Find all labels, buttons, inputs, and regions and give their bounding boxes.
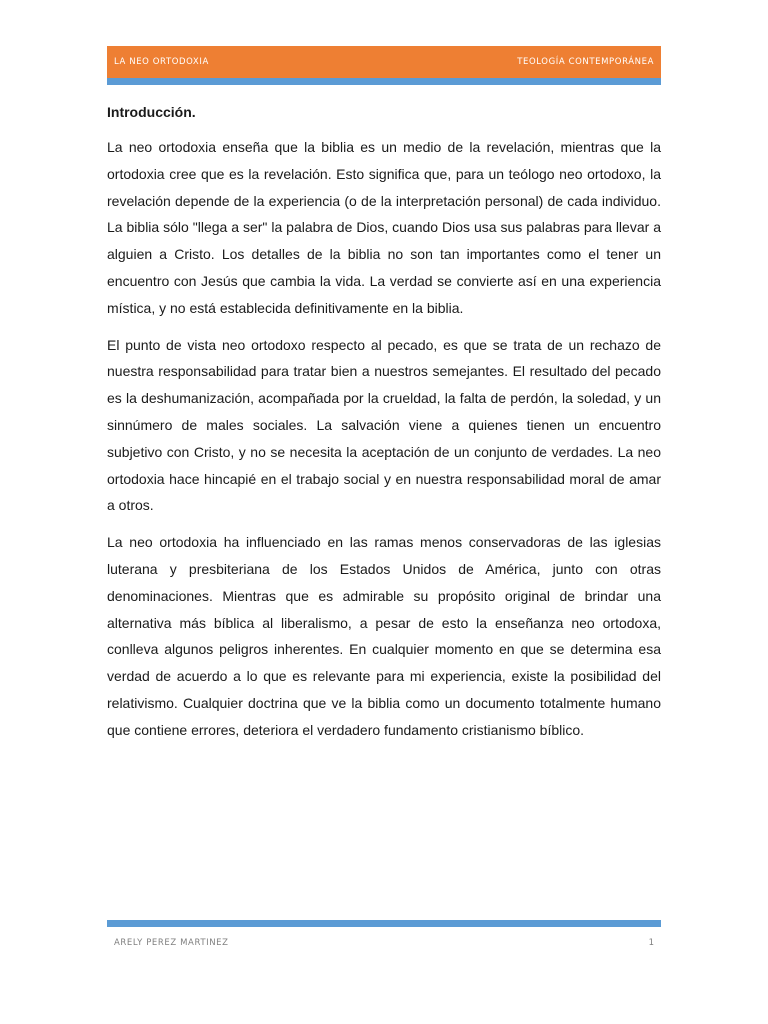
paragraph-2: El punto de vista neo ortodoxo respecto al pecado, es que se trata de un rechazo de nuestra responsabilidad para tratar bien a nuestros semejantes. El resultado del pecado es la deshumanización, acompañada por la crueldad, la falta de perdón, la soledad, y un sinnúmero de males sociales. La salvación viene a quienes tienen un encuentro subjetivo con Cristo, y no se necesita la aceptación de un conjunto de verdades. La neo ortodoxia hace hincapié en el trabajo social y en nuestra responsabilidad moral de amar a otros. bbox=[107, 336, 661, 514]
paragraph-3: La neo ortodoxia ha influenciado en las ramas menos conservadoras de las iglesias luterana y presbiteriana de los Estados Unidos de América, junto con otras denominaciones. Mientras que es admirable su propósito original de brindar una alternativa más bíblica al liberalismo, a pesar de esto la enseñanza neo ortodoxa, conlleva algunos peligros inherentes. En cualquier momento en que se determina esa verdad de acuerdo a lo que es relevante para mi experiencia, existe la posibilidad del relativismo. Cualquier doctrina que ve la biblia como un documento totalmente humano que contiene errores, deteriora el verdadero fundamento cristianismo bíblico. bbox=[107, 534, 661, 738]
header-divider bbox=[107, 78, 661, 85]
section-heading: Introducción. bbox=[107, 104, 196, 120]
page-header bbox=[107, 46, 661, 78]
document-body bbox=[107, 100, 661, 754]
page-number: 1 bbox=[648, 938, 654, 948]
footer-author: ARELY PEREZ MARTINEZ bbox=[114, 938, 229, 948]
paragraph-1: La neo ortodoxia enseña que la biblia es un medio de la revelación, mientras que la ortodoxia cree que es la revelación. Esto significa que, para un teólogo neo ortodoxo, la revelación depende de la experiencia (o de la interpretación personal) de cada individuo. La biblia sólo "llega a ser" la palabra de Dios, cuando Dios usa sus palabras para llevar a alguien a Cristo. Los detalles de la biblia no son tan importantes como el tener un encuentro con Jesús que cambia la vida. La verdad se convierte así en una experiencia mística, y no está establecida definitivamente en la biblia. bbox=[107, 139, 661, 316]
footer-divider bbox=[107, 920, 661, 927]
header-right-title: TEOLOGÍA CONTEMPORÁNEA bbox=[517, 57, 654, 67]
header-left-title: LA NEO ORTODOXIA bbox=[114, 57, 209, 67]
